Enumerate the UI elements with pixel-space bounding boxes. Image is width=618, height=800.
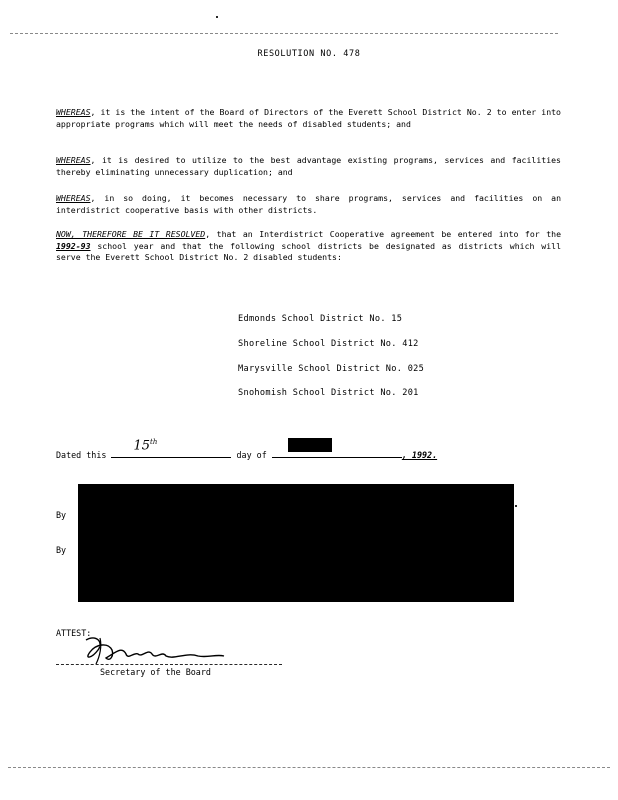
scan-speck [515, 505, 517, 507]
scan-artifact-top [10, 33, 558, 34]
month-redaction [288, 438, 332, 452]
district-item: Snohomish School District No. 201 [238, 388, 419, 398]
handwritten-signature [56, 632, 236, 668]
whereas-lead: WHEREAS [56, 107, 91, 117]
attest-label: ATTEST: [56, 628, 92, 638]
by-label: By [56, 545, 67, 555]
by-label: By [56, 510, 67, 520]
dated-line [56, 438, 438, 460]
paragraph-text: , in so doing, it becomes necessary to share programs, services and facilities on an interdistrict cooperative basis with other districts. [56, 193, 561, 215]
whereas-lead: WHEREAS [56, 155, 91, 165]
paragraph-text: , it is desired to utilize to the best advantage existing programs, services and facilities thereby eliminating unnecessary duplication; and [56, 155, 561, 177]
dated-year: , 1992. [401, 450, 438, 460]
whereas-paragraph-2 [56, 155, 561, 178]
scan-speck [216, 16, 218, 18]
district-item: Shoreline School District No. 412 [238, 339, 419, 349]
paragraph-text: , it is the intent of the Board of Directors of the Everett School District No. 2 to enter into appropriate programs which will meet the needs of disabled students; and [56, 107, 561, 129]
district-item: Marysville School District No. 025 [238, 364, 425, 374]
signature-line [56, 664, 282, 665]
school-year: 1992-93 [56, 240, 91, 251]
paragraph-text: , that an Interdistrict Cooperative agreement be entered into for the [205, 229, 561, 239]
resolved-lead: NOW, THEREFORE BE IT RESOLVED [56, 229, 206, 239]
day-blank [111, 438, 231, 458]
secretary-title: Secretary of the Board [100, 667, 211, 677]
paragraph-text: school year and that the following school districts be designated as districts which will serve the Everett School District No. 2 disabled students: [56, 240, 561, 262]
signature-redaction-block [78, 484, 514, 602]
district-item: Edmonds School District No. 15 [238, 314, 403, 324]
resolved-paragraph [56, 229, 561, 264]
whereas-lead: WHEREAS [56, 193, 91, 203]
dated-prefix: Dated this [56, 450, 107, 460]
whereas-paragraph-1 [56, 107, 561, 130]
dated-middle: day of [236, 450, 267, 460]
resolution-title: RESOLUTION NO. 478 [257, 49, 361, 59]
month-blank [272, 446, 402, 458]
scan-artifact-bottom [8, 767, 610, 768]
handwritten-day: 15th [133, 438, 158, 454]
whereas-paragraph-3 [56, 193, 561, 216]
